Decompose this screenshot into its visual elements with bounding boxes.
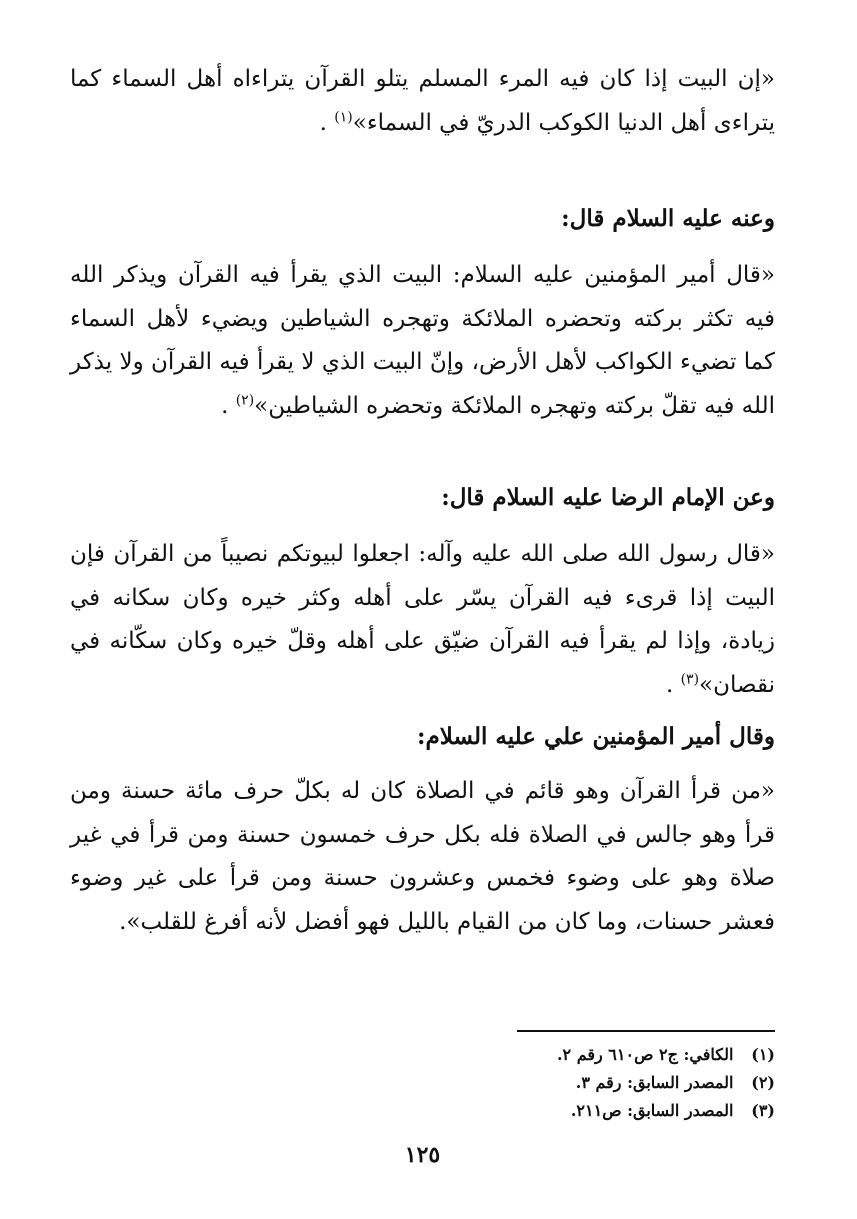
narration-heading-3: وقال أمير المؤمنين علي عليه السلام: xyxy=(417,723,775,750)
footnote-reference-1: (١) xyxy=(334,108,353,125)
hadith-paragraph-4 xyxy=(70,770,775,944)
narration-heading-1: وعنه عليه السلام قال: xyxy=(561,205,775,232)
footnote-separator xyxy=(517,1030,775,1032)
hadith-text: «قال رسول الله صلى الله عليه وآله: اجعلوا لبيوتكم نصيباً من القرآن فإن البيت إذا قرىء فيه القرآن يسّر على أهله وكثر خيره وكان سكانه في زيادة، وإذا لم يقرأ فيه القرآن ضيّق على أهله وقلّ خيره وكان سكّانه في نقصان» xyxy=(70,541,775,698)
narration-heading-2: وعن الإمام الرضا عليه السلام قال: xyxy=(441,484,775,511)
footnote-text: المصدر السابق: رقم ٣. xyxy=(575,1073,734,1092)
hadith-text: «من قرأ القرآن وهو قائم في الصلاة كان له بكلّ حرف مائة حسنة ومن قرأ وهو جالس في الصلاة فله بكل حرف خمسون حسنة ومن قرأ في غير صلاة وهو على وضوء فخمس وعشرون حسنة ومن قرأ على غير وضوء فعشر حسنات، وما كان من القيام بالليل فهو أفضل لأنه أفرغ للقلب» xyxy=(70,778,775,935)
footnote-reference-3: (٣) xyxy=(680,670,700,687)
book-page xyxy=(70,58,775,1198)
sentence-end: . xyxy=(319,109,327,136)
page-number: ١٢٥ xyxy=(404,1142,441,1168)
hadith-text: «إن البيت إذا كان فيه المرء المسلم يتلو القرآن يتراءاه أهل السماء كما يتراءى أهل الدنيا الكوكب الدريّ في السماء» xyxy=(70,66,775,136)
footnote-number: (٣) xyxy=(751,1101,775,1120)
footnote-number: (١) xyxy=(751,1045,775,1064)
hadith-paragraph-2 xyxy=(70,254,775,428)
footnote-text: المصدر السابق: ص٢١١. xyxy=(570,1101,734,1120)
footnote-reference-2: (٢) xyxy=(235,391,255,408)
footnote-number: (٢) xyxy=(751,1073,775,1092)
footnote-3 xyxy=(70,1098,775,1124)
sentence-end: . xyxy=(119,908,127,935)
footnote-text: الكافي: ج٢ ص٦١٠ رقم ٢. xyxy=(556,1045,734,1064)
hadith-paragraph-1 xyxy=(70,58,775,145)
footnote-2 xyxy=(70,1070,775,1096)
hadith-text: «قال أمير المؤمنين عليه السلام: البيت الذي يقرأ فيه القرآن ويذكر الله فيه تكثر بركته وتحضره الملائكة وتهجره الشياطين ويضيء لأهل السماء كما تضيء الكواكب لأهل الأرض، وإنّ البيت الذي لا يقرأ فيه القرآن ولا يذكر الله فيه تقلّ بركته وتهجره الملائكة وتحضره الشياطين» xyxy=(70,262,775,419)
hadith-paragraph-3 xyxy=(70,533,775,707)
footnote-1 xyxy=(70,1042,775,1068)
sentence-end: . xyxy=(665,671,674,698)
sentence-end: . xyxy=(221,392,229,419)
